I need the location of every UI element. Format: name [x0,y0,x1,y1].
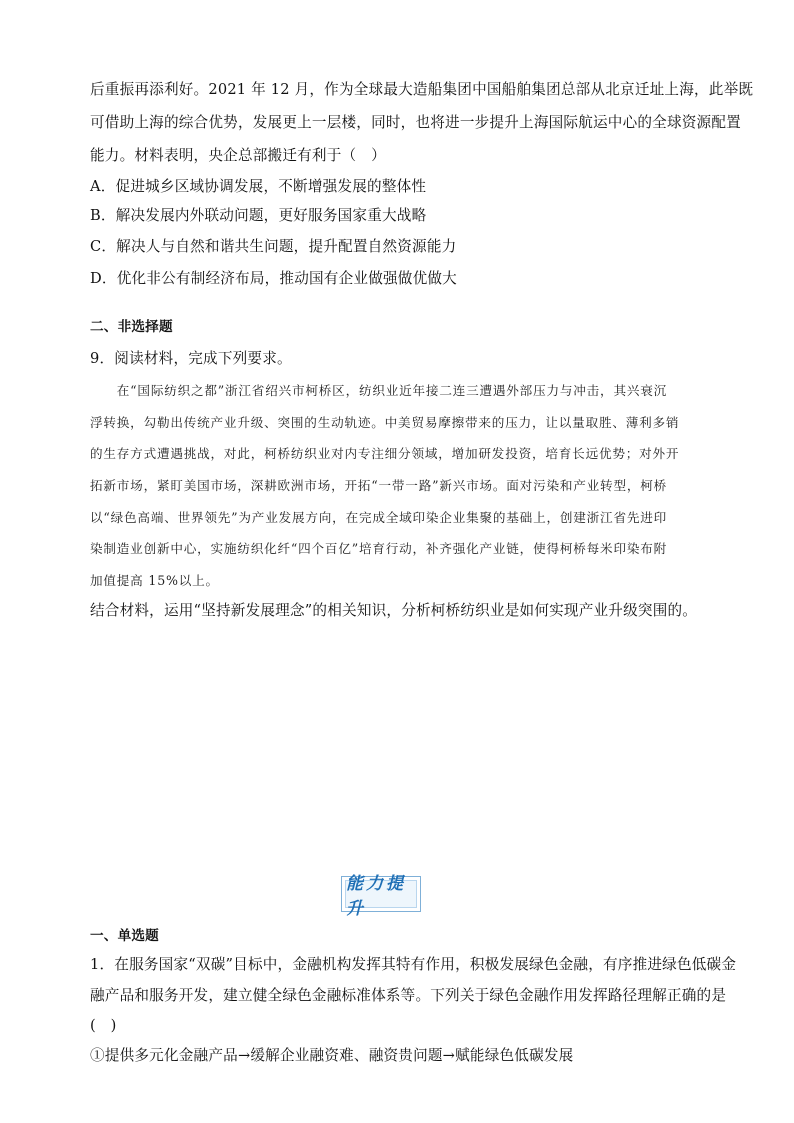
option-d: D．优化非公有制经济布局，推动国有企业做强做优做大 [90,270,457,287]
section-heading-single-choice: 一、单选题 [90,928,159,944]
question-1-text-line-1: 1．在服务国家“双碳”目标中，金融机构发挥其特有作用，积极发展绿色金融，有序推进绿色低碳金 [90,956,737,973]
question-1-text-line-3: ( ) [90,1017,117,1034]
question-8-text-line-2: 可借助上海的综合优势，发展更上一层楼，同时，也将进一步提升上海国际航运中心的全球资源配置 [90,114,741,131]
material-line-7: 加值提高 15%以上。 [90,573,219,588]
material-line-5: 以“绿色高端、世界领先”为产业发展方向，在完成全域印染企业集聚的基础上，创建浙江省先进印 [90,510,668,525]
material-line-3: 的生存方式遭遇挑战，对此，柯桥纺织业对内专注细分领域，增加研发投资，培育长远优势；对外开 [90,446,680,461]
question-9-title: 9．阅读材料，完成下列要求。 [90,350,292,367]
section-heading-non-choice: 二、非选择题 [90,319,173,335]
option-c: C．解决人与自然和谐共生问题，提升配置自然资源能力 [90,238,457,255]
material-line-2: 浮转换，勾勒出传统产业升级、突围的生动轨迹。中美贸易摩擦带来的压力，让以量取胜、薄利多销 [90,415,680,430]
badge-label: 能力提升 [345,880,417,908]
material-line-1: 在“国际纺织之都”浙江省绍兴市柯桥区，纺织业近年接二连三遭遇外部压力与冲击，其兴衰沉 [90,383,668,398]
option-b: B．解决发展内外联动问题，更好服务国家重大战略 [90,207,427,224]
question-8-text-line-3: 能力。材料表明，央企总部搬迁有利于（ ） [90,147,386,164]
material-line-4: 拓新市场，紧盯美国市场，深耕欧洲市场，开拓“一带一路”新兴市场。面对污染和产业转型，柯桥 [90,478,668,493]
question-9-prompt: 结合材料，运用“坚持新发展理念”的相关知识，分析柯桥纺织业是如何实现产业升级突围的。 [90,602,698,619]
question-1-statement-1: ①提供多元化金融产品→缓解企业融资难、融资贵问题→赋能绿色低碳发展 [90,1047,574,1064]
option-a: A．促进城乡区域协调发展，不断增强发展的整体性 [90,178,427,195]
question-8-text-line-1: 后重振再添利好。2021 年 12 月，作为全球最大造船集团中国船舶集团总部从北京迁址上海，此举既 [90,81,754,98]
material-line-6: 染制造业创新中心，实施纺织化纤“四个百亿”培育行动，补齐强化产业链，使得柯桥每米印染布附 [90,541,668,556]
question-1-text-line-2: 融产品和服务开发，建立健全绿色金融标准体系等。下列关于绿色金融作用发挥路径理解正确的是 [90,987,727,1004]
ability-improvement-badge [341,874,421,919]
